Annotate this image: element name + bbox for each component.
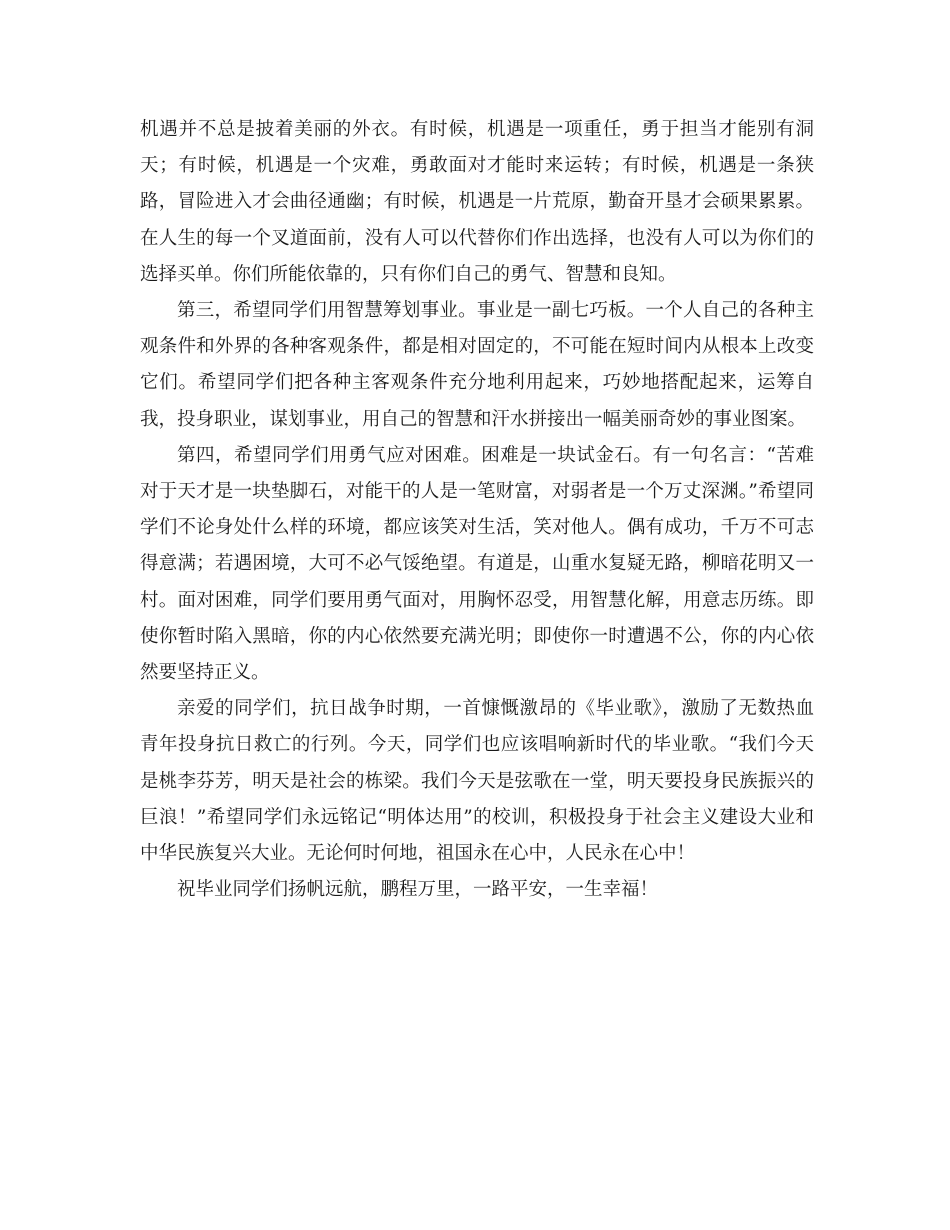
paragraph-closing-wishes: 祝毕业同学们扬帆远航，鹏程万里，一路平安，一生幸福！: [177, 879, 659, 901]
paragraph-opportunity: 机遇并不总是披着美丽的外衣。有时候，机遇是一项重任，勇于担当才能别有洞天；有时候，机遇是一个灾难，勇敢面对才能时来运转；有时候，机遇是一条狭路，冒险进入才会曲径通幽；有时候，机遇是一片荒原，勤奋开垦才会硕果累累。在人生的每一个叉道面前，没有人可以代替你们作出选择，也没有人可以为你们的选择买单。你们所能依靠的，只有你们自己的勇气、智慧和良知。: [140, 119, 814, 285]
paragraph-third-wisdom: 第三，希望同学们用智慧筹划事业。事业是一副七巧板。一个人自己的各种主观条件和外界的各种客观条件，都是相对固定的，不可能在短时间内从根本上改变它们。希望同学们把各种主客观条件充分地利用起来，巧妙地搭配起来，运筹自我，投身职业，谋划事业，用自己的智慧和汗水拼接出一幅美丽奇妙的事业图案。: [140, 300, 814, 430]
paragraph-fourth-courage: 第四，希望同学们用勇气应对困难。困难是一块试金石。有一句名言：“苦难对于天才是一块垫脚石，对能干的人是一笔财富，对弱者是一个万丈深渊。”希望同学们不论身处什么样的环境，都应该笑对生活，笑对他人。偶有成功，千万不可志得意满；若遇困境，大可不必气馁绝望。有道是，山重水复疑无路，柳暗花明又一村。面对困难，同学们要用勇气面对，用胸怀忍受，用智慧化解，用意志历练。即使你暂时陷入黑暗，你的内心依然要充满光明；即使你一时遭遇不公，你的内心依然要坚持正义。: [140, 444, 814, 684]
document-body: [140, 112, 814, 908]
paragraph-graduation-song: 亲爱的同学们，抗日战争时期，一首慷慨激昂的《毕业歌》，激励了无数热血青年投身抗日救亡的行列。今天，同学们也应该唱响新时代的毕业歌。“我们今天是桃李芬芳，明天是社会的栋梁。我们今天是弦歌在一堂，明天要投身民族振兴的巨浪！”希望同学们永远铭记“明体达用”的校训，积极投身于社会主义建设大业和中华民族复兴大业。无论何时何地，祖国永在心中，人民永在心中！: [140, 698, 814, 865]
